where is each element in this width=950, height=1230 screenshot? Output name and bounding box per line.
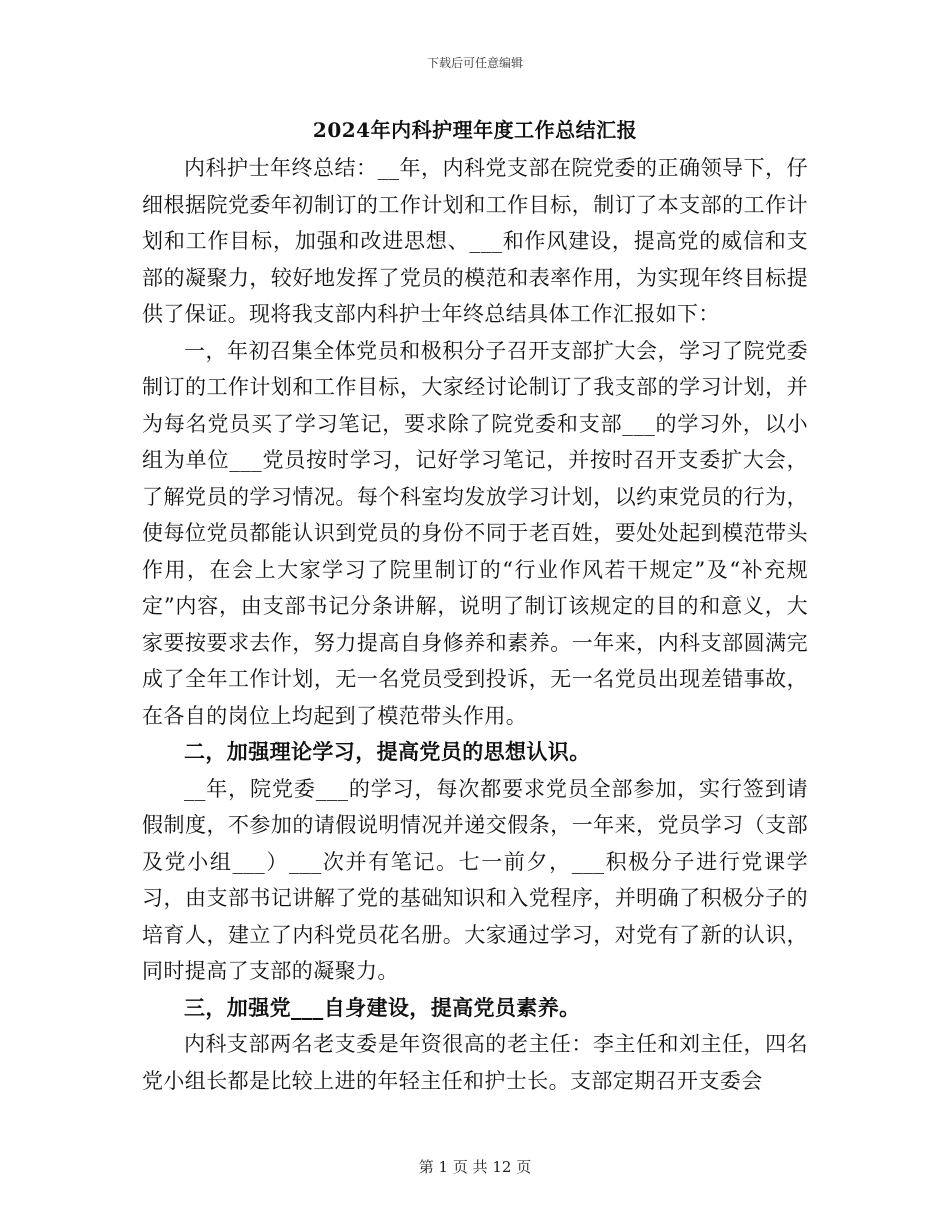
section-heading-two: 二，加强理论学习，提高党员的思想认识。 (184, 739, 591, 764)
paragraph-section-two: __年，院党委___的学习，每次都要求党员全部参加，实行签到请假制度，不参加的请假说明情况并递交假条，一年来，党员学习（支部及党小组___）___次并有笔记。七一前夕，___积极分子进行党课学习，由支部书记讲解了党的基础知识和入党程序，并明确了积极分子的培育人，建立了内科党员花名册。大家通过学习，对党有了新的认识，同时提高了支部的凝聚力。 (142, 776, 808, 983)
paragraph-intro: 内科护士年终总结：__年，内科党支部在院党委的正确领导下，仔细根据院党委年初制订的工作计划和工作目标，制订了本支部的工作计划和工作目标，加强和改进思想、___和作风建设，提高党的威信和支部的凝聚力，较好地发挥了党员的模范和表率作用，为实现年终目标提供了保证。现将我支部内科护士年终总结具体工作汇报如下： (142, 156, 808, 326)
section-heading-three: 三，加强党___自身建设，提高党员素养。 (184, 994, 581, 1020)
page-number: 第 1 页 共 12 页 (418, 1158, 532, 1176)
header-note: 下载后可任意编辑 (426, 56, 523, 70)
document-body (142, 150, 808, 1099)
paragraph-section-one: 一，年初召集全体党员和极积分子召开支部扩大会，学习了院党委制订的工作计划和工作目标，大家经讨论制订了我支部的学习计划，并为每名党员买了学习笔记，要求除了院党委和支部___的学习外，以小组为单位___党员按时学习，记好学习笔记，并按时召开支委扩大会，了解党员的学习情况。每个科室均发放学习计划，以约束党员的行为，使每位党员都能认识到党员的身份不同于老百姓，要处处起到模范带头作用，在会上大家学习了院里制订的“行业作风若干规定”及“补充规定”内容，由支部书记分条讲解，说明了制订该规定的目的和意义，大家要按要求去作，努力提高自身修养和素养。一年来，内科支部圆满完成了全年工作计划，无一名党员受到投诉，无一名党员出现差错事故，在各自的岗位上均起到了模范带头作用。 (142, 338, 808, 728)
document-title: 2024年内科护理年度工作总结汇报 (312, 118, 638, 142)
paragraph-section-three: 内科支部两名老支委是年资很高的老主任：李主任和刘主任，四名党小组长都是比较上进的年轻主任和护士长。支部定期召开支委会 (142, 1032, 808, 1093)
